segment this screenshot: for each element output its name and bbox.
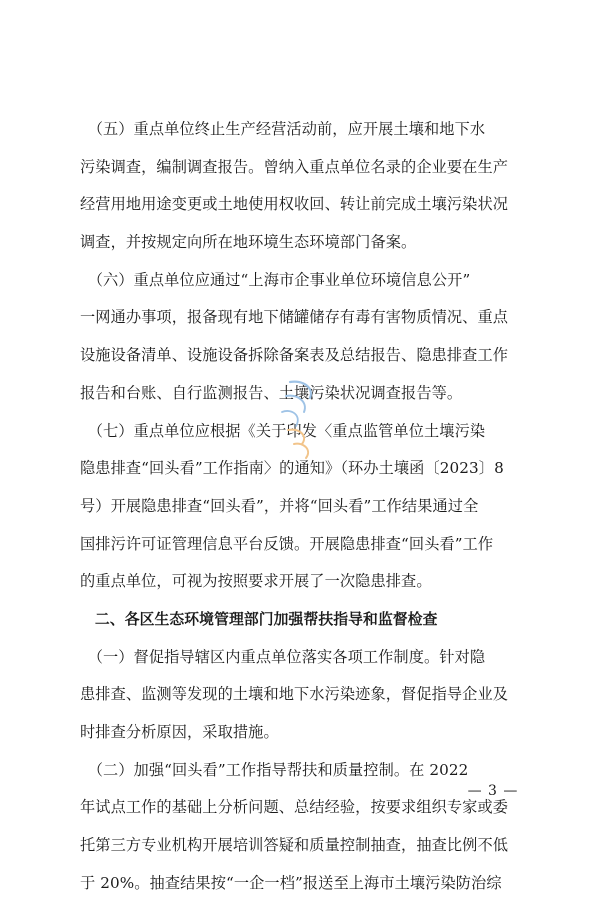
section-2-paragraph-2-line-2: 年试点工作的基础上分析问题、总结经验，按要求组织专家或委	[80, 798, 509, 817]
paragraph-5-line-1: （五）重点单位终止生产经营活动前，应开展土壤和地下水	[80, 120, 486, 138]
paragraph-6-line-4: 报告和台账、自行监测报告、土壤污染状况调查报告等。	[80, 383, 463, 402]
paragraph-5-line-3: 经营用地用途变更或土地使用权收回、转让前完成土壤污染状况	[80, 195, 509, 214]
paragraph-7-line-4: 国排污许可证管理信息平台反馈。开展隐患排查“回头看”工作	[80, 534, 494, 553]
paragraph-7-line-1: （七）重点单位应根据《关于印发〈重点监管单位土壤污染	[80, 421, 486, 440]
section-2-paragraph-2-line-4: 于 20%。抽查结果按“一企一档”报送至上海市土壤污染防治综	[80, 873, 502, 892]
section-2-paragraph-1-line-3: 时排查分析原因，采取措施。	[80, 723, 279, 741]
paragraph-7-line-2: 隐患排查“回头看”工作指南〉的通知》（环办土壤函〔2023〕8	[80, 459, 504, 478]
paragraph-6-line-3: 设施设备清单、设施设备拆除备案表及总结报告、隐患排查工作	[80, 346, 509, 365]
paragraph-5-line-2: 污染调查，编制调查报告。曾纳入重点单位名录的企业要在生产	[80, 157, 509, 176]
paragraph-7-line-5: 的重点单位，可视为按照要求开展了一次隐患排查。	[80, 572, 432, 591]
section-2-paragraph-1-line-1: （一）督促指导辖区内重点单位落实各项工作制度。针对隐	[80, 647, 486, 666]
section-2-paragraph-2-line-3: 托第三方专业机构开展培训答疑和质量控制抽查，抽查比例不低	[80, 836, 509, 855]
paragraph-6-line-1: （六）重点单位应通过“上海市企事业单位环境信息公开”	[80, 270, 471, 289]
page-number: — 3 —	[467, 783, 519, 799]
watermark-logo	[278, 378, 326, 466]
section-heading: 二、各区生态环境管理部门加强帮扶指导和监督检查	[80, 610, 438, 628]
paragraph-6-line-2: 一网通办事项，报备现有地下储罐储存有毒有害物质情况、重点	[80, 308, 509, 327]
section-2-paragraph-2-line-1: （二）加强“回头看”工作指导帮扶和质量控制。在 2022	[80, 760, 469, 779]
paragraph-7-line-3: 号）开展隐患排查“回头看”，并将“回头看”工作结果通过全	[80, 496, 479, 515]
section-2-paragraph-1-line-2: 患排查、监测等发现的土壤和地下水污染迹象，督促指导企业及	[80, 685, 509, 704]
paragraph-5-line-4: 调查，并按规定向所在地环境生态环境部门备案。	[80, 233, 417, 252]
body-text	[80, 111, 520, 902]
